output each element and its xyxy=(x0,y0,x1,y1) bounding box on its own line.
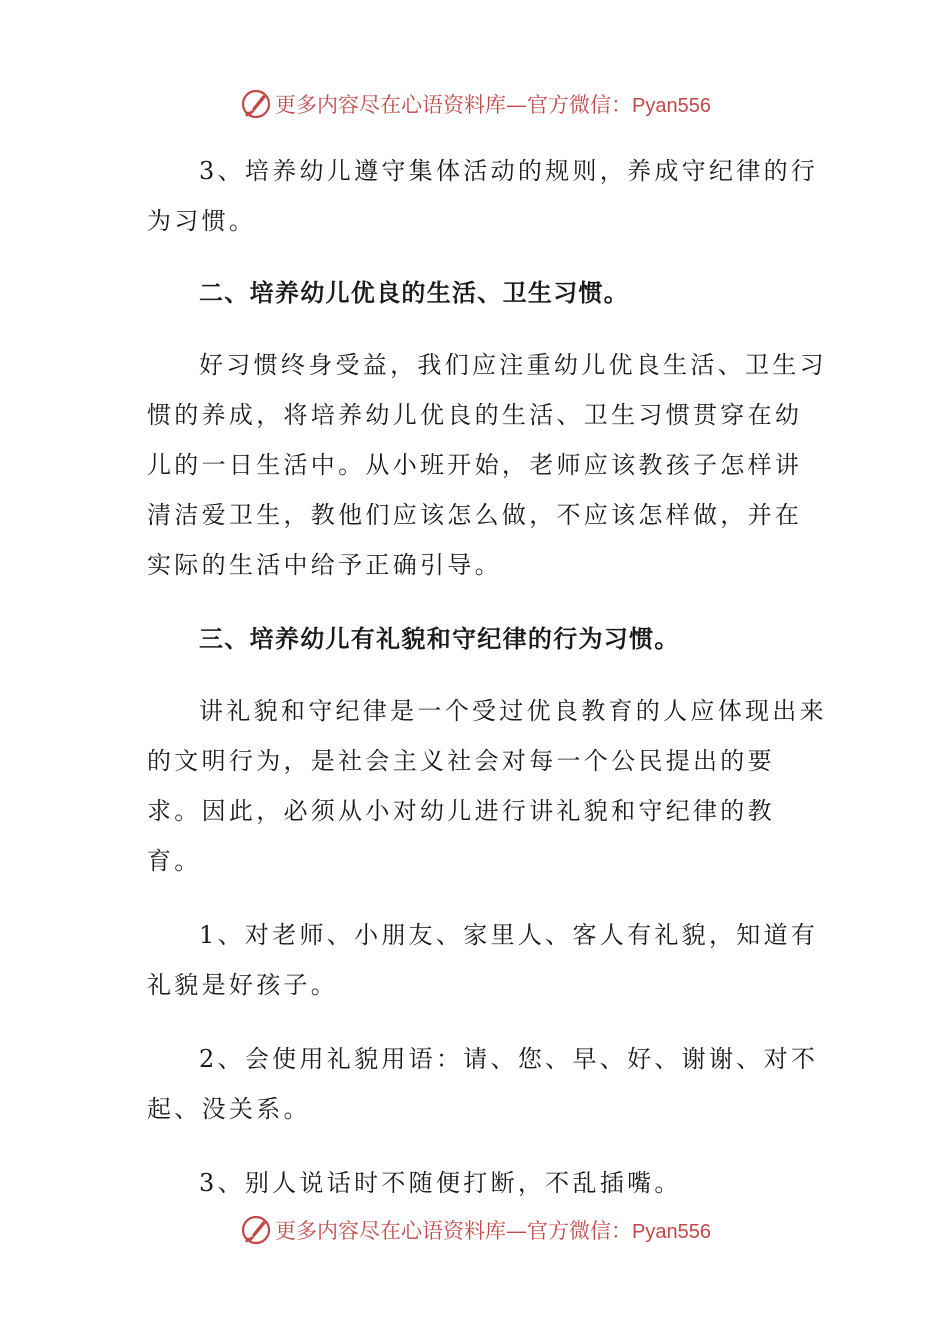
wechat-id: Pyan556 xyxy=(632,1221,711,1243)
list-item: 1、对老师、小朋友、家里人、客人有礼貌，知道有礼貌是好孩子。 xyxy=(147,921,819,999)
list-item: 2、会使用礼貌用语：请、您、早、好、谢谢、对不起、没关系。 xyxy=(147,1045,819,1123)
watermark-text: 更多内容尽在心语资料库—官方微信：Pyan556 xyxy=(275,93,711,117)
paragraph: 3、培养幼儿遵守集体活动的规则，养成守纪律的行为习惯。 xyxy=(147,157,819,235)
quill-pen-logo-icon xyxy=(239,1213,273,1247)
footer-watermark xyxy=(0,1210,950,1250)
wechat-id: Pyan556 xyxy=(632,95,711,117)
watermark-text: 更多内容尽在心语资料库—官方微信：Pyan556 xyxy=(275,1219,711,1243)
list-item: 3、别人说话时不随便打断，不乱插嘴。 xyxy=(199,1169,682,1197)
paragraph: 好习惯终身受益，我们应注重幼儿优良生活、卫生习惯的养成，将培养幼儿优良的生活、卫生习惯贯穿在幼儿的一日生活中。从小班开始，老师应该教孩子怎样讲清洁爱卫生，教他们应该怎么做，不应该怎样做，并在实际的生活中给予正确引导。 xyxy=(147,351,827,579)
header-watermark xyxy=(0,84,950,124)
paragraph: 讲礼貌和守纪律是一个受过优良教育的人应体现出来的文明行为，是社会主义社会对每一个公民提出的要求。因此，必须从小对幼儿进行讲礼貌和守纪律的教育。 xyxy=(147,697,827,875)
section-heading: 三、培养幼儿有礼貌和守纪律的行为习惯。 xyxy=(199,624,680,653)
document-body xyxy=(147,146,827,1208)
quill-pen-logo-icon xyxy=(239,87,273,121)
section-heading: 二、培养幼儿优良的生活、卫生习惯。 xyxy=(199,278,630,307)
